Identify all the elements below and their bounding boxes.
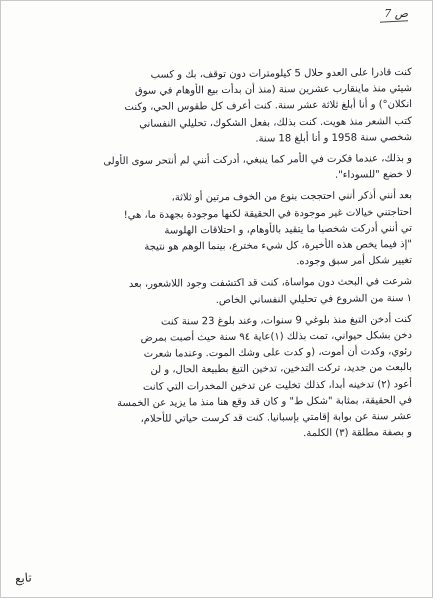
text-line: أعود (٢) تدخينه أبدا، كذلك تخليت عن تدخين المخدرات التي كانت (142, 378, 413, 393)
paragraph-3 (23, 188, 412, 269)
text-line: تي أنني أدركت شخصيا ما يتقيد بالأوهام، و احتلاقات الهلوسة (164, 222, 413, 237)
text-line: في الحقيقة، بمثابة "شكل ط" و كان قد وقع هنا منذ ما يزيد عن الخمسة (117, 394, 413, 409)
text-line: شيئي منذ ماينقارب عشرين سنة (منذ أن بدأت بيع الأوهام في سوق (134, 83, 413, 98)
page-number-text: ص 7 (384, 7, 408, 20)
text-line: انكلان°) و أنا أبلغ ثلاثة عشر سنة. كنت أعرف كل طقوس الحي، وكنت (124, 99, 413, 114)
text-line: و بصفة مطلقة (٣) الكلمة. (303, 427, 413, 440)
text-line: عشر سنة عن بوابة إقامتي بإسبانيا. كنت قد كرست حياتي للأحلام، (140, 411, 413, 425)
text-line: شرعت في البحث دون مواساة، كنت قد اكتشفت وجود اللاشعور، بعد (128, 276, 413, 291)
text-line: "إذ فيما يخص هذه الأخيرة، كل شيء مخترع، بينما الوهم هو نتيجة (144, 239, 413, 253)
paragraph-5 (23, 312, 412, 442)
text-line: ١ سنة من الشروع في تحليلي النفساني الخاص. (215, 292, 413, 306)
page-number (380, 7, 408, 22)
text-line: لا خضع "للسوداء". (334, 169, 413, 182)
text-line: رئوي، وكدت أن أموت، (و كدت على وشك الموت. وعندما شعرت (143, 346, 413, 361)
text-line: شخصي سنة 1958 و أنا أبلغ 18 سنة. (255, 131, 413, 145)
paragraph-4 (23, 274, 412, 306)
text-line: بعد أنني أذكر أنني احتججت بنوع من الخوف مرتين أو ثلاثة، (171, 190, 413, 204)
text-line: كتب الشعر منذ هويت. كنت بذلك، بفعل الشكوك، تحليلي النفساني (139, 115, 413, 130)
text-line: احتاجتني خيالات غير موجودة في الحقيقة لكنها موجودة بجهدة ما، هي! (123, 206, 413, 221)
continued-note: تابع (14, 570, 33, 586)
text-line: بالبعث من جديد، تركت التدخين، تدخين التبغ بطبيعة الحال، و لن (150, 362, 413, 377)
paragraph-1 (23, 65, 412, 146)
text-line: دخن بشكل حيواني، تمت بذلك (١)عاية ٩٤ سنة حيث أصبت بمرض (140, 330, 413, 344)
page-number-underline (380, 20, 408, 22)
text-line: تغيير شكل أمر سبق وجوده. (296, 255, 413, 268)
text-line: كنت قادرا على العدو حلال 5 كيلومترات دون توقف، بك و كسب (150, 67, 413, 81)
paragraph-2 (23, 151, 412, 183)
manuscript-body (23, 65, 412, 446)
text-line: كنت أدخن التبغ منذ بلوغي 9 سنوات، وعند بلوغ 23 سنة كنت (160, 313, 413, 328)
text-line: و بذلك، عندما فكرت في الأمر كما ينبغي، أدركت أنني لم أنتحر سوى الأولى (103, 153, 413, 168)
